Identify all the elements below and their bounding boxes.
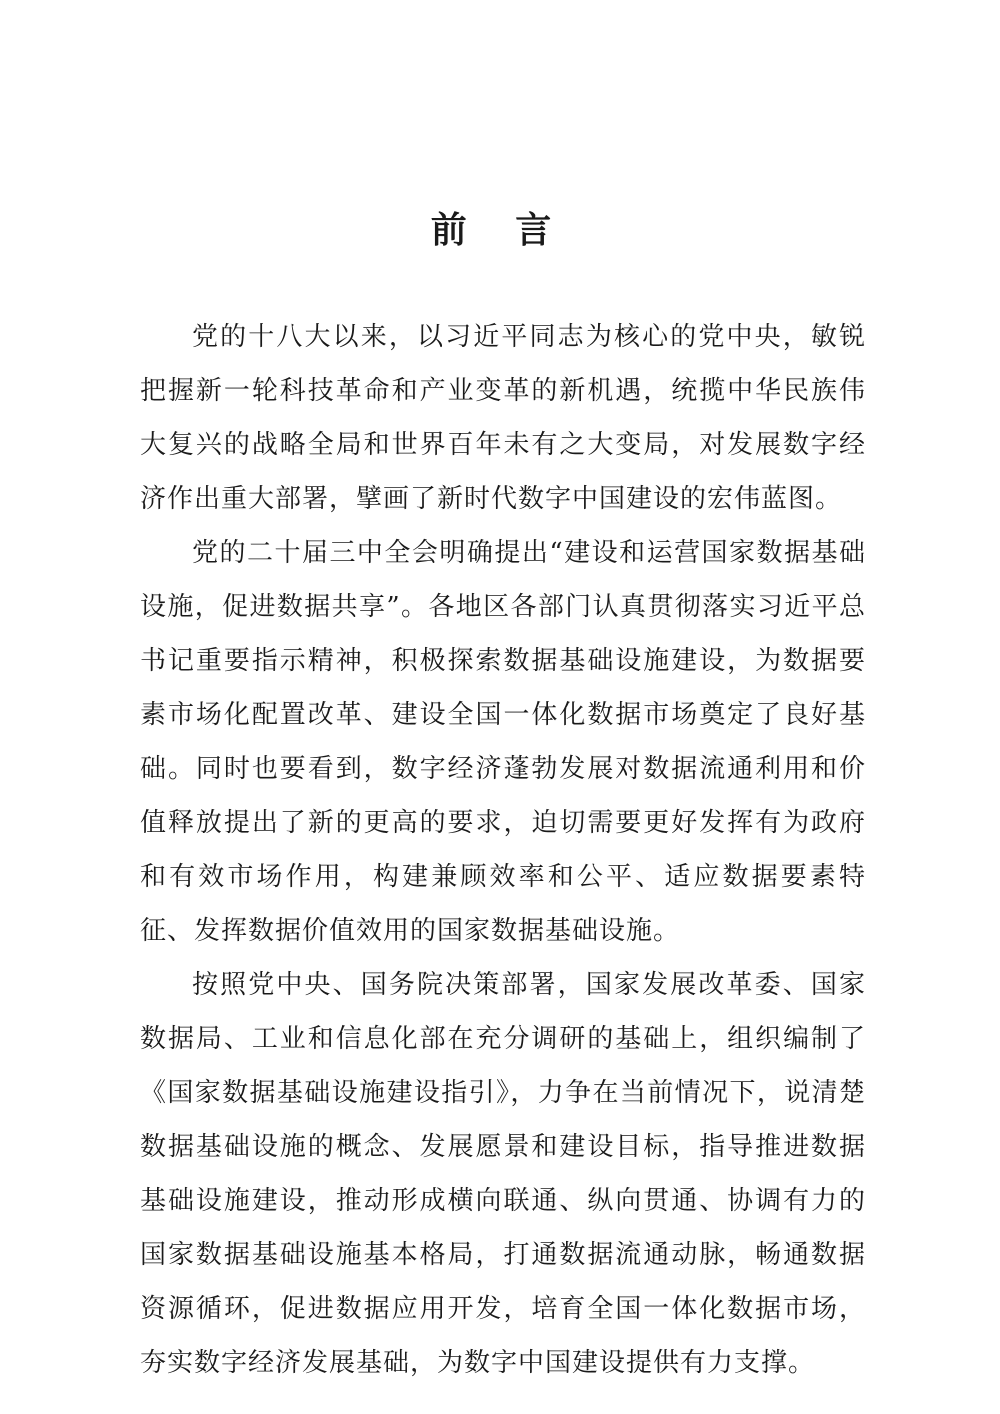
paragraph-3: 按照党中央、国务院决策部署，国家发展改革委、国家数据局、工业和信息化部在充分调研的基础上，组织编制了《国家数据基础设施建设指引》，力争在当前情况下，说清楚数据基础设施的概念、发展愿景和建设目标，指导推进数据基础设施建设，推动形成横向联通、纵向贯通、协调有力的国家数据基础设施基本格局，打通数据流通动脉，畅通数据资源循环，促进数据应用开发，培育全国一体化数据市场，夯实数字经济发展基础，为数字中国建设提供有力支撑。	[140, 970, 866, 1378]
paragraph-1: 党的十八大以来，以习近平同志为核心的党中央，敏锐把握新一轮科技革命和产业变革的新机遇，统揽中华民族伟大复兴的战略全局和世界百年未有之大变局，对发展数字经济作出重大部署，擘画了新时代数字中国建设的宏伟蓝图。	[140, 322, 866, 514]
page-title: 前 言	[430, 210, 570, 251]
paragraph-2: 党的二十届三中全会明确提出“建设和运营国家数据基础设施，促进数据共享”。各地区各部门认真贯彻落实习近平总书记重要指示精神，积极探索数据基础设施建设，为数据要素市场化配置改革、建设全国一体化数据市场奠定了良好基础。同时也要看到，数字经济蓬勃发展对数据流通利用和价值释放提出了新的更高的要求，迫切需要更好发挥有为政府和有效市场作用，构建兼顾效率和公平、适应数据要素特征、发挥数据价值效用的国家数据基础设施。	[140, 538, 866, 946]
body-text	[140, 310, 866, 1390]
